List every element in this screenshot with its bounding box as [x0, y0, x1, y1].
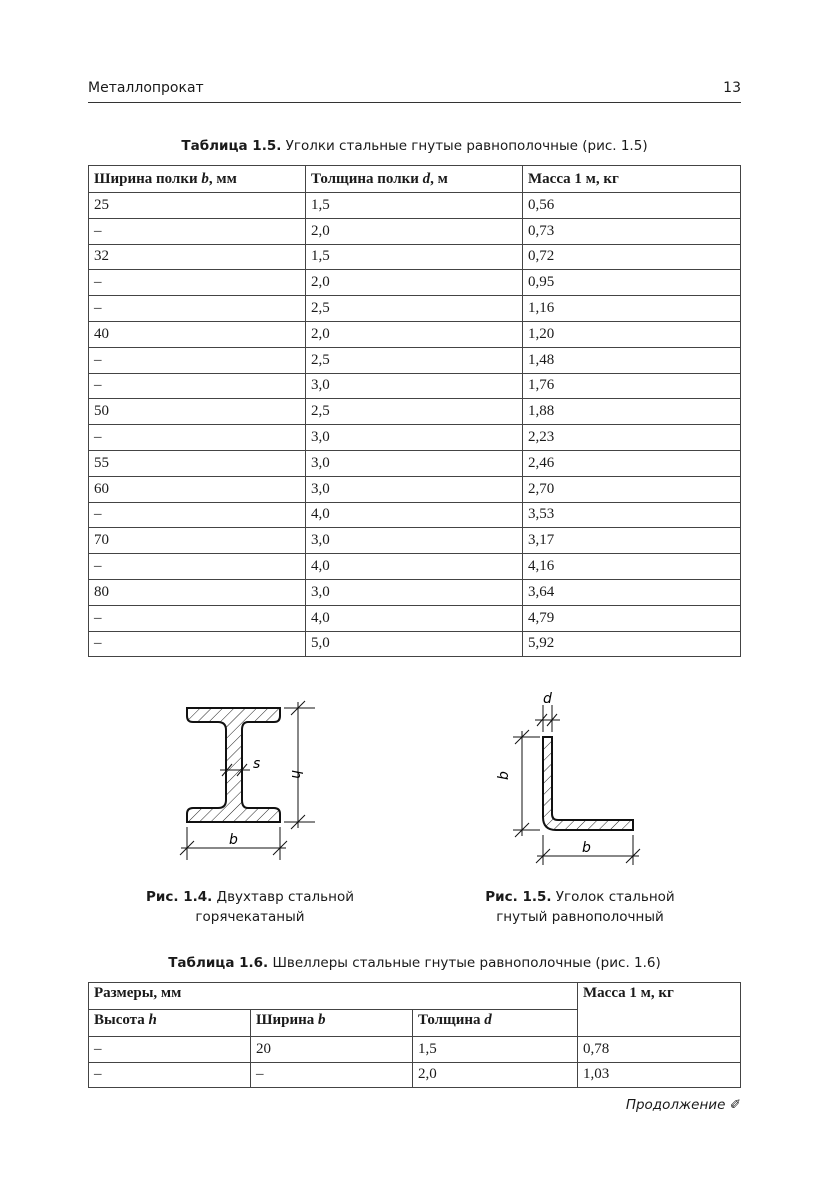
table-cell: 1,5	[413, 1037, 578, 1063]
table-row	[89, 425, 741, 451]
continuation-note	[626, 1097, 741, 1113]
table-cell: –	[89, 554, 306, 580]
table-cell: 1,20	[523, 321, 741, 347]
table-cell: –	[89, 631, 306, 657]
column-header: Ширина b	[251, 1010, 413, 1037]
section-title: Металлопрокат	[88, 80, 204, 96]
table-cell: –	[89, 373, 306, 399]
table-row	[89, 373, 741, 399]
table-header-row	[89, 983, 741, 1010]
table-cell: 0,78	[578, 1037, 741, 1063]
table-row	[89, 502, 741, 528]
table-1-6-caption	[88, 955, 741, 971]
table-row	[89, 631, 741, 657]
table-cell: 3,0	[306, 579, 523, 605]
table-cell: 25	[89, 193, 306, 219]
table-cell: 4,0	[306, 605, 523, 631]
table-1-5	[88, 165, 741, 657]
caption-text: Уголки стальные гнутые равнополочные (рис. 1.5)	[281, 138, 648, 154]
table-cell: 2,5	[306, 296, 523, 322]
table-row	[89, 579, 741, 605]
table-row	[89, 296, 741, 322]
table-row	[89, 218, 741, 244]
table-cell: 2,23	[523, 425, 741, 451]
table-cell: 1,5	[306, 193, 523, 219]
table-cell: 0,73	[523, 218, 741, 244]
column-header: Толщина полки d, м	[306, 166, 523, 193]
table-row	[89, 554, 741, 580]
figure-caption-line: Уголок стальной	[551, 889, 675, 905]
table-cell: –	[89, 270, 306, 296]
table-row	[89, 244, 741, 270]
table-cell: 3,53	[523, 502, 741, 528]
table-row	[89, 528, 741, 554]
table-cell: 2,70	[523, 476, 741, 502]
table-cell: –	[89, 347, 306, 373]
figure-1-5-caption	[460, 887, 700, 927]
table-cell: 2,0	[413, 1062, 578, 1088]
caption-text: Швеллеры стальные гнутые равнополочные (рис. 1.6)	[268, 955, 661, 971]
table-row	[89, 193, 741, 219]
table-cell: 2,5	[306, 399, 523, 425]
table-cell: –	[89, 1062, 251, 1088]
table-cell: –	[89, 296, 306, 322]
continuation-text: Продолжение	[625, 1097, 726, 1113]
dim-label-h: h	[288, 770, 304, 779]
table-cell: 4,0	[306, 502, 523, 528]
table-cell: 2,0	[306, 270, 523, 296]
dim-label-d: d	[543, 691, 552, 707]
table-1-6	[88, 982, 741, 1088]
table-cell: –	[89, 605, 306, 631]
table-cell: 2,5	[306, 347, 523, 373]
table-cell: 3,64	[523, 579, 741, 605]
table-row	[89, 321, 741, 347]
table-cell: –	[89, 502, 306, 528]
table-cell: 55	[89, 450, 306, 476]
figure-caption-line: горячекатаный	[195, 909, 305, 925]
table-cell: 1,03	[578, 1062, 741, 1088]
table-cell: 2,0	[306, 218, 523, 244]
table-row	[89, 1037, 741, 1063]
table-cell: 0,95	[523, 270, 741, 296]
table-cell: 5,0	[306, 631, 523, 657]
column-header: Ширина полки b, мм	[89, 166, 306, 193]
angle-drawing	[513, 705, 640, 865]
table-cell: 60	[89, 476, 306, 502]
table-cell: 3,0	[306, 528, 523, 554]
table-row	[89, 605, 741, 631]
table-cell: 3,0	[306, 476, 523, 502]
table-row	[89, 270, 741, 296]
table-cell: 70	[89, 528, 306, 554]
column-header: Высота h	[89, 1010, 251, 1037]
table-cell: 20	[251, 1037, 413, 1063]
table-cell: 1,5	[306, 244, 523, 270]
table-row	[89, 450, 741, 476]
table-cell: 2,46	[523, 450, 741, 476]
caption-label: Таблица 1.5.	[181, 138, 282, 154]
table-row	[89, 399, 741, 425]
table-cell: 1,88	[523, 399, 741, 425]
table-cell: –	[89, 1037, 251, 1063]
caption-label: Таблица 1.6.	[168, 955, 269, 971]
table-cell: 50	[89, 399, 306, 425]
figure-caption-line: гнутый равнополочный	[496, 909, 664, 925]
table-cell: 40	[89, 321, 306, 347]
figure-label: Рис. 1.5.	[485, 889, 552, 905]
group-header: Размеры, мм	[89, 983, 578, 1010]
table-cell: 3,17	[523, 528, 741, 554]
figure-caption-line: Двухтавр стальной	[212, 889, 354, 905]
table-cell: 32	[89, 244, 306, 270]
dim-label-b-vertical: b	[496, 771, 512, 780]
table-cell: –	[89, 425, 306, 451]
figure-label: Рис. 1.4.	[146, 889, 213, 905]
table-row	[89, 476, 741, 502]
table-cell: –	[251, 1062, 413, 1088]
table-cell: –	[89, 218, 306, 244]
i-beam-drawing	[180, 701, 315, 860]
table-cell: 4,0	[306, 554, 523, 580]
running-header	[88, 78, 741, 103]
table-cell: 0,56	[523, 193, 741, 219]
figures-area	[150, 690, 670, 870]
dim-label-b: b	[229, 832, 238, 848]
table-cell: 80	[89, 579, 306, 605]
table-cell: 4,16	[523, 554, 741, 580]
table-cell: 3,0	[306, 450, 523, 476]
column-header: Масса 1 м, кг	[523, 166, 741, 193]
table-header-row	[89, 166, 741, 193]
table-cell: 0,72	[523, 244, 741, 270]
table-row	[89, 347, 741, 373]
table-cell: 1,16	[523, 296, 741, 322]
table-1-5-caption	[88, 138, 741, 154]
table-cell: 3,0	[306, 373, 523, 399]
column-header: Толщина d	[413, 1010, 578, 1037]
pencil-arrow-icon: ✐	[729, 1097, 741, 1113]
table-cell: 4,79	[523, 605, 741, 631]
table-cell: 3,0	[306, 425, 523, 451]
table-cell: 5,92	[523, 631, 741, 657]
table-cell: 2,0	[306, 321, 523, 347]
figure-1-4-caption	[130, 887, 370, 927]
page-number: 13	[723, 80, 741, 96]
table-cell: 1,48	[523, 347, 741, 373]
dim-label-b-horizontal: b	[582, 840, 591, 856]
column-header: Масса 1 м, кг	[578, 983, 741, 1037]
table-row	[89, 1062, 741, 1088]
table-cell: 1,76	[523, 373, 741, 399]
dim-label-s: s	[253, 756, 261, 772]
